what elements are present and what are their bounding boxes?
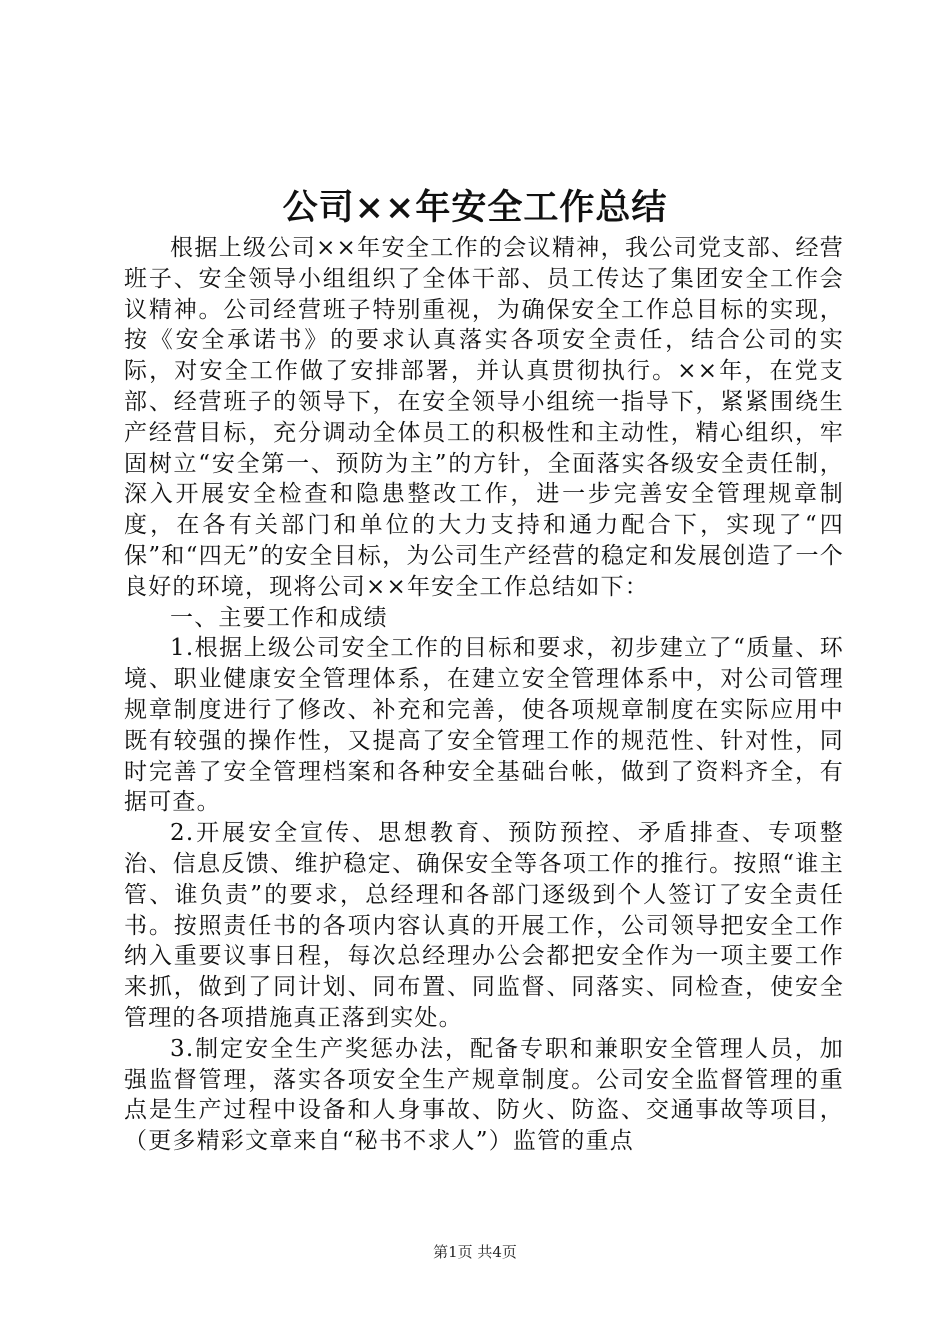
intro-paragraph: 根据上级公司××年安全工作的会议精神，我公司党支部、经营班子、安全领导小组组织了全体干部、员工传达了集团安全工作会议精神。公司经营班子特别重视，为确保安全工作总目标的实现，按《安全承诺书》的要求认真落实各项安全责任，结合公司的实际，对安全工作做了安排部署，并认真贯彻执行。××年，在党支部、经营班子的领导下，在安全领导小组统一指导下，紧紧围绕生产经营目标，充分调动全体员工的积极性和主动性，精心组织，牢固树立“安全第一、预防为主”的方针，全面落实各级安全责任制，深入开展安全检查和隐患整改工作，进一步完善安全管理规章制度，在各有关部门和单位的大力支持和通力配合下，实现了“四保”和“四无”的安全目标，为公司生产经营的稳定和发展创造了一个良好的环境，现将公司××年安全工作总结如下： xyxy=(124,235,844,600)
document-title: 公司××年安全工作总结 xyxy=(282,187,668,228)
item-paragraph-1: 1.根据上级公司安全工作的目标和要求，初步建立了“质量、环境、职业健康安全管理体系，在建立安全管理体系中，对公司管理规章制度进行了修改、补充和完善，使各项规章制度在实际应用中既有较强的操作性，又提高了安全管理工作的规范性、针对性，同时完善了安全管理档案和各种安全基础台帐，做到了资料齐全，有据可查。 xyxy=(124,635,844,816)
document-body xyxy=(124,233,844,1157)
page-number-footer: 第1页 共4页 xyxy=(433,1243,517,1261)
item-paragraph-2: 2.开展安全宣传、思想教育、预防预控、矛盾排查、专项整治、信息反馈、维护稳定、确保安全等各项工作的推行。按照“谁主管、谁负责”的要求，总经理和各部门逐级到个人签订了安全责任书。按照责任书的各项内容认真的开展工作，公司领导把安全工作纳入重要议事日程，每次总经理办公会都把安全作为一项主要工作来抓，做到了同计划、同布置、同监督、同落实、同检查，使安全管理的各项措施真正落到实处。 xyxy=(124,820,844,1031)
section-heading: 一、主要工作和成绩 xyxy=(170,604,388,631)
item-paragraph-3: 3.制定安全生产奖惩办法，配备专职和兼职安全管理人员，加强监督管理，落实各项安全生产规章制度。公司安全监督管理的重点是生产过程中设备和人身事故、防火、防盗、交通事故等项目，（更多精彩文章来自“秘书不求人”）监管的重点 xyxy=(124,1035,844,1155)
